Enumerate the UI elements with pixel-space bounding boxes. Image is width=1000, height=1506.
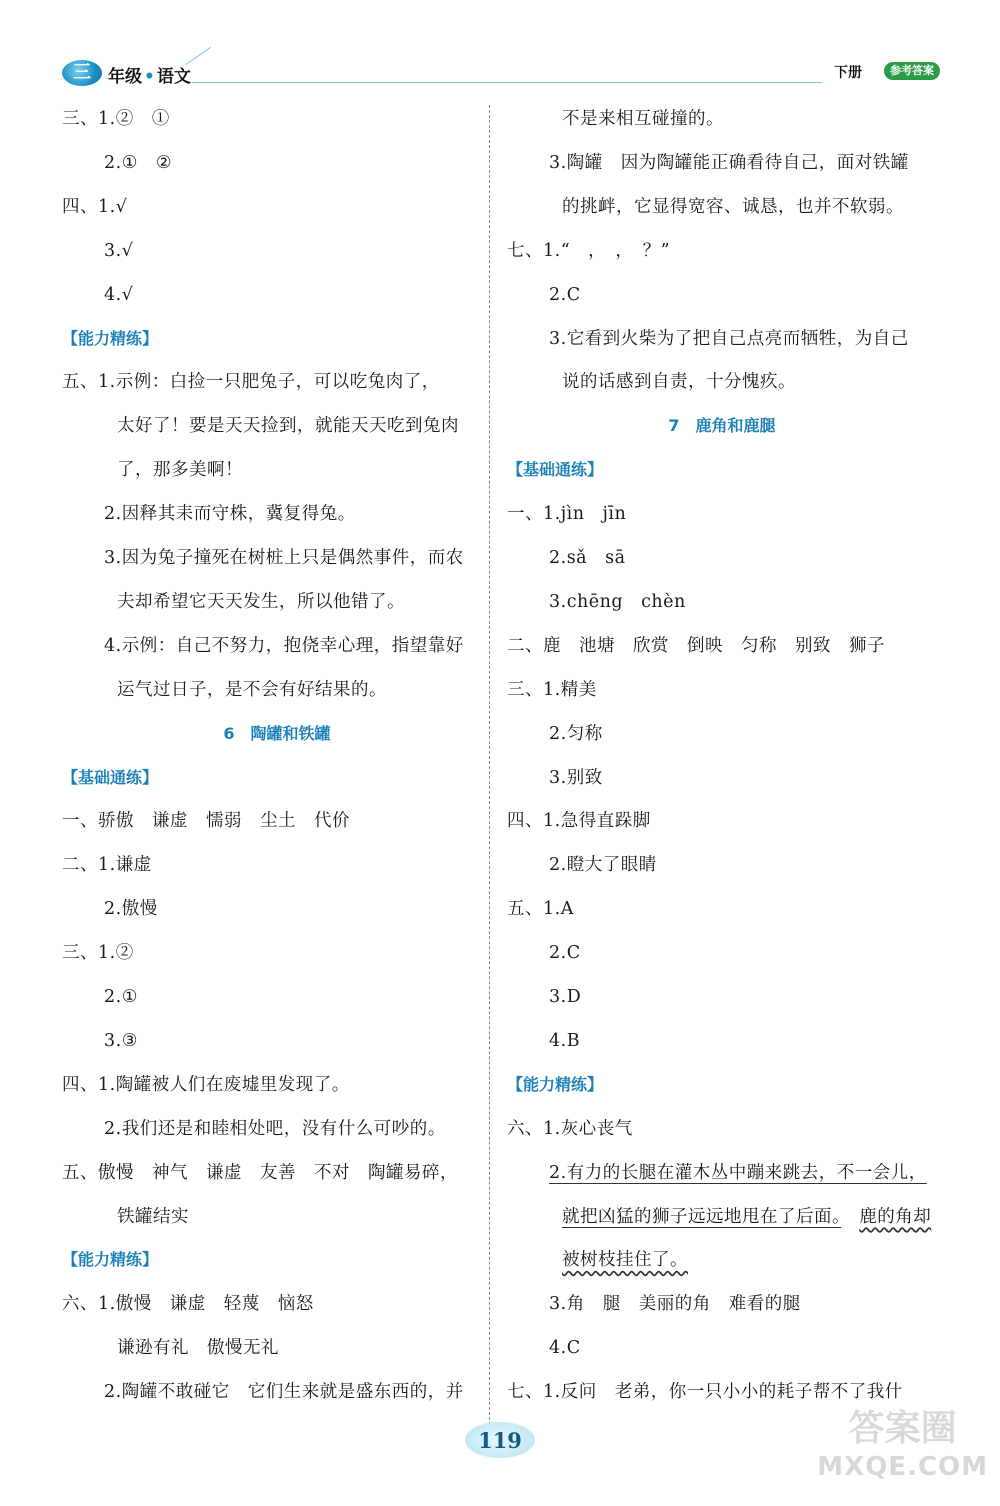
answer-line: 4.C <box>549 1338 581 1359</box>
answer-line: 2.因释其耒而守株，冀复得兔。 <box>104 504 356 525</box>
answer-line: 五、1.A <box>507 899 574 920</box>
answer-line: 2.陶罐不敢碰它 它们生来就是盛东西的，并 <box>104 1382 464 1403</box>
answer-line: 三、1.精美 <box>507 679 597 700</box>
answer-line: 七、1.反问 老弟，你一只小小的耗子帮不了我什 <box>507 1382 903 1403</box>
answer-line: 2.有力的长腿在灌木丛中蹦来跳去，不一会儿， <box>549 1162 927 1183</box>
answer-line: 太好了！要是天天捡到，就能天天吃到兔肉 <box>117 416 459 437</box>
answer-line: 3.角 腿 美丽的角 难看的腿 <box>549 1294 801 1315</box>
separator-dot-icon: • <box>144 67 155 87</box>
page-header <box>62 54 940 94</box>
section-heading: 【基础通练】 <box>507 460 604 480</box>
answer-line: 五、1.示例：白捡一只肥兔子，可以吃兔肉了， <box>62 372 440 393</box>
answer-line: 3.别致 <box>549 767 603 788</box>
answer-line: 3.D <box>549 987 582 1007</box>
section-heading: 【能力精练】 <box>507 1074 604 1094</box>
answer-line: 3.陶罐 因为陶罐能正确看待自己，面对铁罐 <box>549 152 909 173</box>
answer-line: 六、1.灰心丧气 <box>507 1118 633 1139</box>
answer-line: 3.因为兔子撞死在树桩上只是偶然事件，而农 <box>104 548 464 568</box>
volume-label: 下册 <box>834 65 862 81</box>
answer-line: 2.sǎ sā <box>549 548 626 568</box>
answer-line: 运气过日子，是不会有好结果的。 <box>117 679 387 700</box>
answer-line: 2.C <box>549 943 581 964</box>
answer-badge: 参考答案 <box>884 62 940 80</box>
watermark-url: MXQE.COM <box>817 1452 988 1482</box>
answer-line: 不是来相互碰撞的。 <box>562 109 724 129</box>
answer-line: 四、1.√ <box>62 196 128 217</box>
answer-line: 二、鹿 池塘 欣赏 倒映 匀称 别致 狮子 <box>507 635 885 656</box>
page-number: 119 <box>478 1428 522 1453</box>
answer-line: 铁罐结实 <box>117 1206 189 1227</box>
answer-line: 三、1.② ① <box>62 109 170 129</box>
answer-line: 五、傲慢 神气 谦虚 友善 不对 陶罐易碎， <box>62 1162 458 1183</box>
answer-line: 2.我们还是和睦相处吧，没有什么可吵的。 <box>104 1118 446 1139</box>
answer-line: 三、1.② <box>62 943 134 964</box>
answer-line: 就把凶猛的狮子远远地甩在了后面。 鹿的角却 <box>562 1206 932 1227</box>
answer-line: 谦逊有礼 傲慢无礼 <box>117 1338 279 1359</box>
answer-line: 2.瞪大了眼睛 <box>549 855 657 876</box>
answer-line: 七、1.“ ， ， ？” <box>507 240 671 261</box>
answer-line: 二、1.谦虚 <box>62 855 152 876</box>
grade-badge-icon: 三 <box>62 60 102 86</box>
answer-line: 3.③ <box>104 1030 138 1051</box>
section-heading: 【基础通练】 <box>62 767 159 787</box>
column-divider <box>489 105 490 1425</box>
answer-line: 一、骄傲 谦虚 懦弱 尘土 代价 <box>62 811 350 832</box>
answer-line: 2.① ② <box>104 152 173 173</box>
lesson-title: 6 陶罐和铁罐 <box>223 723 331 743</box>
answer-line: 2.① <box>104 987 138 1007</box>
header-decoration <box>186 47 211 65</box>
answer-line: 夫却希望它天天发生，所以他错了。 <box>117 591 405 612</box>
watermark-logo: 答案圈 <box>848 1408 957 1449</box>
answer-line: 4.示例：自己不努力，抱侥幸心理，指望靠好 <box>104 635 464 656</box>
header-rule <box>192 82 822 83</box>
lesson-title: 7 鹿角和鹿腿 <box>668 416 776 436</box>
answer-line: 六、1.傲慢 谦虚 轻蔑 恼怒 <box>62 1294 314 1315</box>
answer-line: 3.√ <box>104 240 134 261</box>
subject-label: 语文 <box>156 67 191 87</box>
answer-line: 2.傲慢 <box>104 899 158 920</box>
answer-line: 3.chēng chèn <box>549 591 686 612</box>
answer-line: 一、1.jìn jīn <box>507 504 627 525</box>
section-heading: 【能力精练】 <box>62 1250 159 1270</box>
answer-line: 四、1.急得直跺脚 <box>507 811 651 832</box>
answer-line: 了，那多美啊！ <box>117 460 243 481</box>
grade-label: 年级 <box>108 67 142 87</box>
header-title <box>108 62 191 87</box>
answer-line: 四、1.陶罐被人们在废墟里发现了。 <box>62 1074 350 1095</box>
answer-line: 4.√ <box>104 284 134 305</box>
answer-line: 3.它看到火柴为了把自己点亮而牺牲，为自己 <box>549 328 909 349</box>
answer-line: 说的话感到自责，十分愧疚。 <box>562 372 796 393</box>
section-heading: 【能力精练】 <box>62 328 159 348</box>
answer-line: 的挑衅，它显得宽容、诚恳，也并不软弱。 <box>562 196 904 217</box>
answer-line: 2.匀称 <box>549 723 603 744</box>
answer-line: 被树枝挂住了。 <box>562 1250 688 1271</box>
watermark <box>817 1410 988 1486</box>
answer-line: 2.C <box>549 284 581 305</box>
answer-line: 4.B <box>549 1030 581 1051</box>
